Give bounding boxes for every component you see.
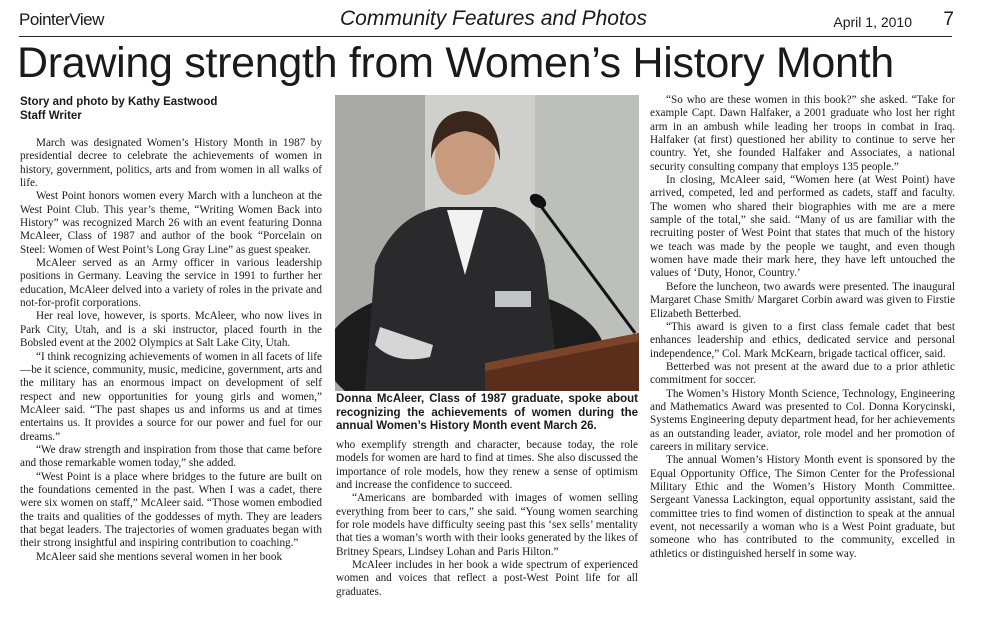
- paragraph: “West Point is a place where bridges to the future are built on the foundations cemented in the past. When I was a cadet, there were six women on staff,” McAleer said. “Those women embodied the traits and qualities of the goddesses of myth. They are leaders that begat leaders. The trajectories of women graduates began with their strong insightful and inspiring contribution to coaching.”: [20, 470, 322, 550]
- paragraph: McAleer includes in her book a wide spectrum of experienced women and voices that reflect a post-West Point life for all graduates.: [336, 559, 638, 598]
- paragraph: “We draw strength and inspiration from those that came before and those remarkable women today,” she added.: [20, 443, 322, 470]
- page-number: 7: [943, 9, 954, 30]
- publication-name: PointerView: [19, 10, 104, 29]
- paragraph: “This award is given to a first class female cadet that best enhances leadership and ethics, dedicated service and personal independence,” Col. Mark McKearn, brigade tactical officer, said.: [650, 320, 955, 360]
- paragraph: McAleer served as an Army officer in various leadership positions in Germany. Leaving the service in 1991 to further her education, McAleer delved into a variety of roles in the private and not-for-profit corporations.: [20, 257, 322, 310]
- article-column-1: [20, 137, 322, 623]
- byline: [20, 95, 217, 123]
- byline-author: Story and photo by Kathy Eastwood: [20, 96, 218, 108]
- paragraph: who exemplify strength and character, because today, the role models for women are hard to find at times. She also discussed the importance of role models, how they renew a sense of optimism and increase the confidence to succeed.: [336, 439, 638, 492]
- paragraph: Betterbed was not present at the award due to a prior athletic commitment for soccer.: [650, 360, 955, 387]
- article-column-2: [336, 439, 638, 623]
- paragraph: Before the luncheon, two awards were presented. The inaugural Margaret Chase Smith/ Margaret Corbin award was given to Firstie Elizabeth Betterbed.: [650, 280, 955, 320]
- issue-date: April 1, 2010: [833, 14, 912, 30]
- byline-title: Staff Writer: [20, 110, 82, 122]
- paragraph: West Point honors women every March with a luncheon at the West Point Club. This year’s theme, “Writing Women Back into History” was recognized March 26 with an event featuring Donna McAleer, Class of 1987 and author of the book “Porcelain on Steel: Women of West Point’s Long Gray Line” as guest speaker.: [20, 190, 322, 256]
- paragraph: The Women’s History Month Science, Technology, Engineering and Mathematics Award was presented to Col. Donna Korycinski, Systems Engineering deputy department head, for her achievements as an outstanding leader, aviator, role model and her promotion of careers in military service.: [650, 387, 955, 453]
- article-headline: Drawing strength from Women’s History Month: [17, 39, 894, 87]
- paragraph: March was designated Women’s History Month in 1987 by presidential decree to celebrate the achievements of women in history, government, politics, arts and from women in all walks of life.: [20, 137, 322, 190]
- article-column-3: [650, 94, 955, 623]
- paragraph: “Americans are bombarded with images of women selling everything from beer to cars,” she said. “Young women searching for role models have difficulty seeing past this ‘sex sells’ mentality that ties a woman’s worth with their looks generated by the likes of Britney Spears, Lindsey Lohan and Paris Hilton.”: [336, 492, 638, 558]
- section-title: Community Features and Photos: [340, 7, 647, 30]
- paragraph: “So who are these women in this book?” she asked. “Take for example Capt. Dawn Halfaker, a 2001 graduate who lost her right arm in an ambush while leading her troops in combat in Iraq. Halfaker (at first) questioned her ability to continue to serve her country. Yet, she founded Halfaker and Associates, a national security consulting company that employs 135 people.”: [650, 94, 955, 173]
- speaker-photo: [335, 95, 639, 391]
- paragraph: Her real love, however, is sports. McAleer, who now lives in Park City, Utah, and is a ski instructor, placed fourth in the Bobsled event at the 2002 Olympics at Salt Lake City, Utah.: [20, 310, 322, 350]
- paragraph: In closing, McAleer said, “Women here (at West Point) have arrived, competed, led and performed as cadets, staff and faculty. The women who shared their biographies with me are a mere sample of the total,” she said. “Many of us are familiar with the recruiting poster of West Point that states that much of the history we teach was made by the people we taught, and even though women have made their mark here, they have left untouched the values of ‘Duty, Honor, Country.’: [650, 174, 955, 280]
- paragraph: “I think recognizing achievements of women in all facets of life—be it science, community, music, medicine, government, arts and the military has an enormous impact on development of self respect and new opportunities for young girls and women,” McAleer said. “The past shapes us and informs us and at times entertains us. It provides a source for our power and fuel for our dreams.”: [20, 350, 322, 443]
- paragraph: The annual Women’s History Month event is sponsored by the Equal Opportunity Office, The Simon Center for the Professional Military Ethic and the Women’s History Month Committee. Sergeant Vanessa Lackington, equal opportunity assistant, said the committee tries to find women of distinction to speak at the annual event, not necessarily a woman who is a West Point graduate, but someone who has contributed to the community, excelled in athletics or distinguished herself in some way.: [650, 454, 955, 560]
- photo-caption: Donna McAleer, Class of 1987 graduate, spoke about recognizing the achievements of women during the annual Women’s History Month event March 26.: [336, 393, 638, 432]
- paragraph: McAleer said she mentions several women in her book: [36, 550, 283, 563]
